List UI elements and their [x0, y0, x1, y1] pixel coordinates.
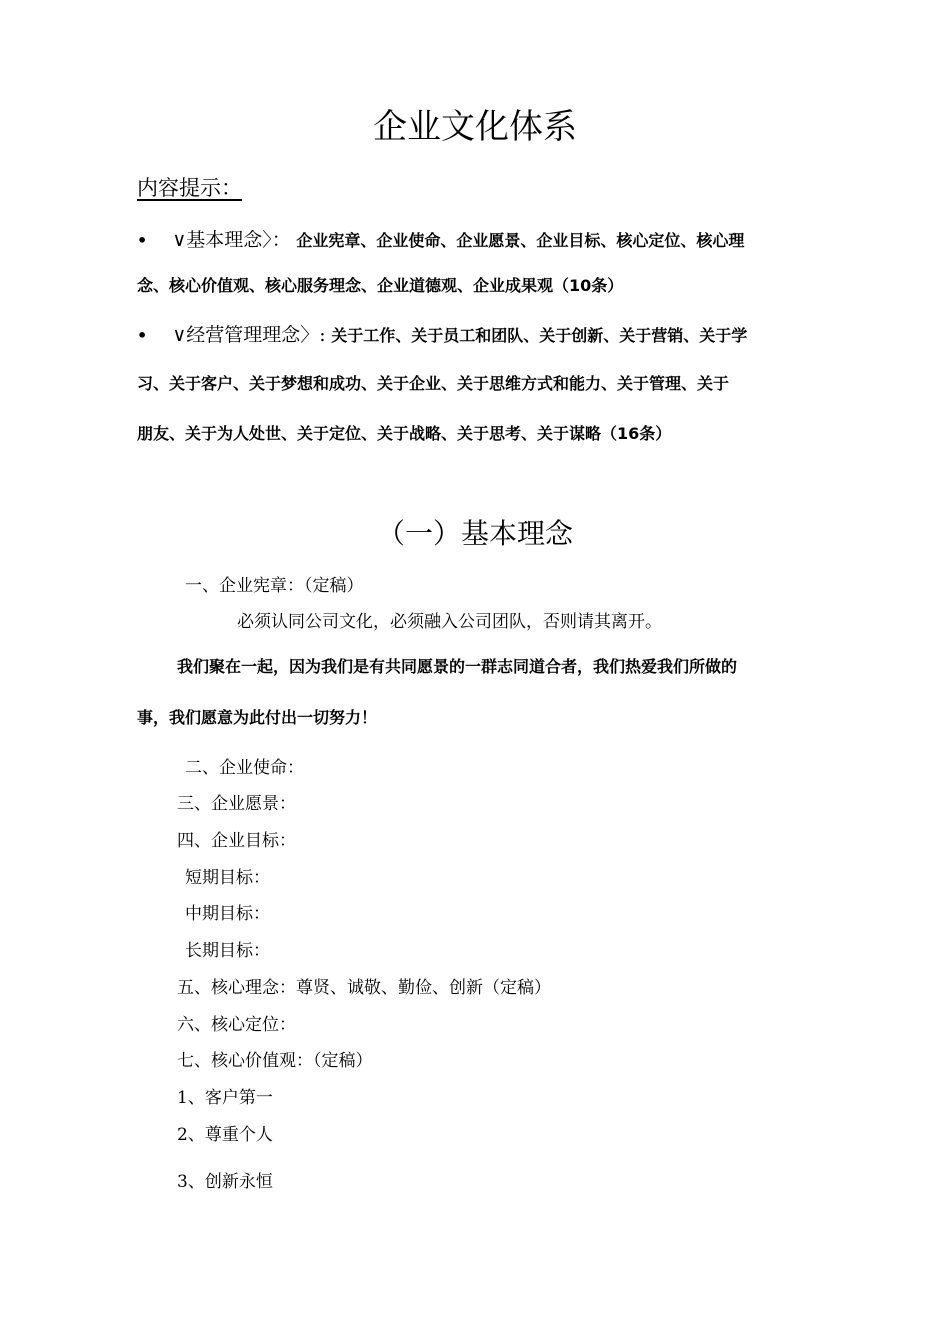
mission-heading: 二、企业使命：: [185, 758, 304, 778]
bullet-heading: ∨经营管理理念〉:: [172, 324, 326, 346]
charter-paragraph-line: 事，我们愿意为此付出一切努力！: [137, 708, 378, 727]
mid-term-goal: 中期目标：: [185, 904, 270, 924]
value-item: 1、客户第一: [177, 1088, 273, 1108]
value-item: 2、尊重个人: [177, 1125, 273, 1145]
value-item: 3、创新永恒: [177, 1172, 273, 1192]
goals-heading: 四、企业目标：: [177, 831, 296, 851]
charter-heading: 一、企业宪章：（定稿）: [185, 576, 364, 596]
bullet-text-line: 念、核心价值观、核心服务理念、企业道德观、企业成果观（10条）: [137, 276, 624, 295]
long-term-goal: 长期目标：: [185, 941, 270, 961]
charter-text: 必须认同公司文化，必须融入公司团队，否则请其离开。: [237, 612, 662, 632]
bullet-text-line: 习、关于客户、关于梦想和成功、关于企业、关于思维方式和能力、关于管理、关于: [137, 374, 730, 393]
bullet-management-concepts: [137, 322, 747, 349]
short-term-goal: 短期目标：: [185, 868, 270, 888]
bullet-marker: •: [137, 326, 148, 345]
bullet-marker: •: [137, 231, 148, 250]
bullet-text-line: 朋友、关于为人处世、关于定位、关于战略、关于思考、关于谋略（16条）: [137, 424, 672, 443]
bullet-basic-concepts: [137, 227, 744, 254]
core-values-heading: 七、核心价值观：（定稿）: [177, 1051, 373, 1071]
bullet-heading: ∨基本理念〉：: [172, 229, 291, 251]
bullet-text-line: 关于工作、关于员工和团队、关于创新、关于营销、关于学: [331, 326, 748, 345]
core-concept-heading: 五、核心理念：尊贤、诚敬、勤俭、创新（定稿）: [177, 978, 551, 998]
charter-paragraph-line: 我们聚在一起，因为我们是有共同愿景的一群志同道合者，我们热爱我们所做的: [177, 657, 738, 676]
bullet-text-line: 企业宪章、企业使命、企业愿景、企业目标、核心定位、核心理: [296, 231, 745, 250]
content-hint-label: 内容提示：: [137, 176, 242, 200]
page-title: 企业文化体系: [373, 107, 577, 147]
section-title: （一）基本理念: [376, 517, 573, 550]
vision-heading: 三、企业愿景：: [177, 794, 296, 814]
core-position-heading: 六、核心定位：: [177, 1015, 296, 1035]
